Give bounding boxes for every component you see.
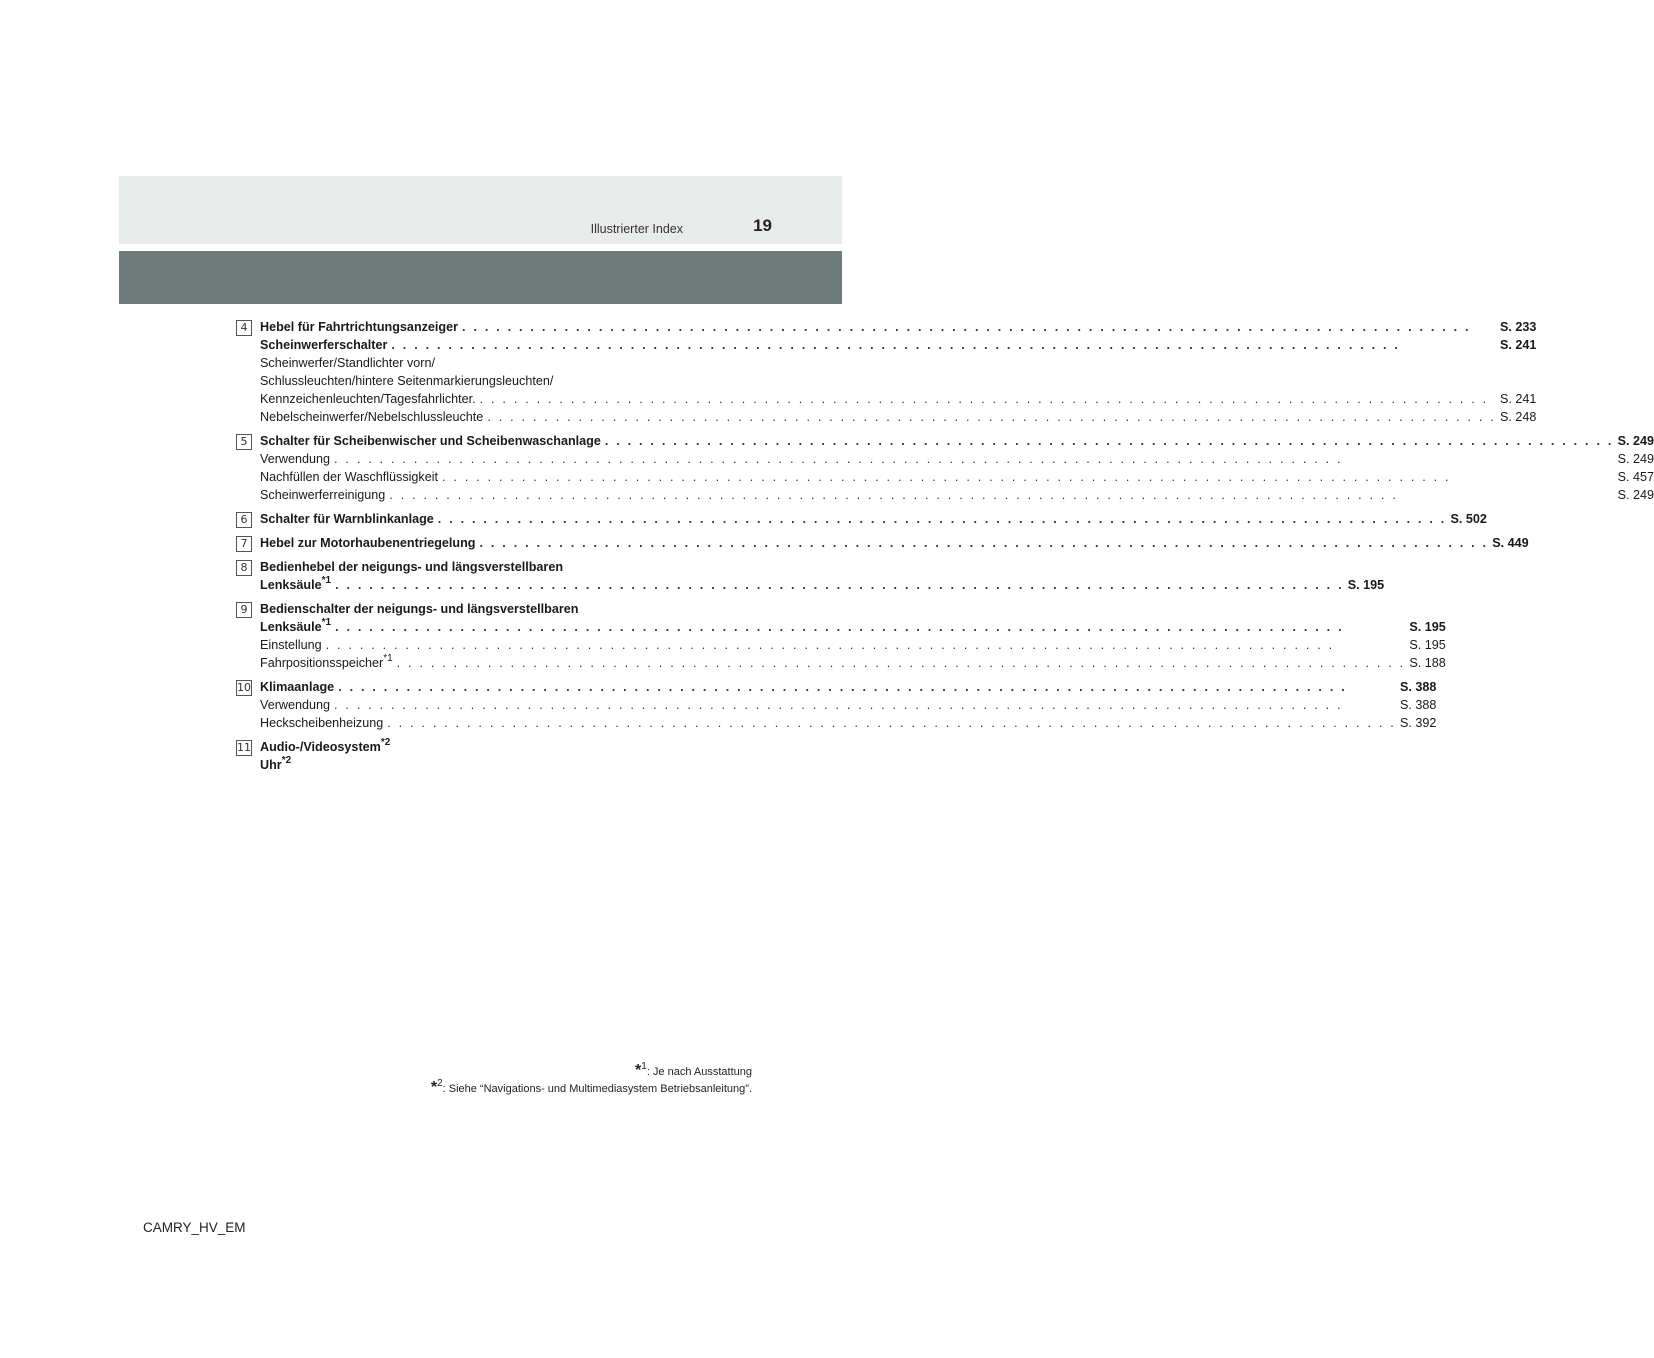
section-number-badge: 7 — [236, 536, 252, 552]
page-reference: S. 241 — [1500, 338, 1537, 352]
entry-text: Schalter für Scheibenwischer und Scheibenwaschanlage — [260, 434, 601, 448]
entry-label — [260, 336, 387, 354]
entry-text: Scheinwerferschalter — [260, 338, 388, 352]
entry-text: Scheinwerfer/Standlichter vorn/ — [260, 356, 435, 370]
section-body — [260, 558, 1384, 594]
footnote-number: 1 — [641, 1061, 647, 1073]
entry-label — [260, 432, 601, 450]
section-body — [260, 738, 726, 774]
section-number-badge: 11 — [237, 741, 251, 754]
dot-leader — [387, 714, 1396, 732]
dot-leader — [391, 336, 1496, 354]
footnote-marker: *2 — [380, 736, 391, 748]
section-number-badge: 10 — [237, 681, 251, 694]
section-body — [260, 318, 1536, 426]
section-body — [260, 510, 1487, 528]
entry-text: Einstellung — [260, 638, 322, 652]
entry-text: Heckscheibenheizung — [260, 716, 384, 730]
index-entry — [260, 318, 1536, 336]
footnote — [431, 1080, 752, 1097]
page-reference: S. 457 — [1617, 470, 1654, 484]
entry-text: Fahrpositionsspeicher — [260, 656, 384, 670]
page-reference: S. 195 — [1409, 620, 1446, 634]
entry-text: Hebel für Fahrtrichtungsanzeiger — [260, 320, 459, 334]
entry-label — [260, 618, 331, 636]
index-entry — [260, 714, 1436, 732]
index-list — [236, 318, 1654, 780]
index-entry — [260, 738, 726, 756]
entry-text: Audio-/Videosystem — [260, 740, 381, 754]
section-body — [260, 432, 1654, 504]
footnote-star: * — [430, 1079, 438, 1096]
dot-leader — [480, 390, 1496, 408]
dot-leader — [438, 510, 1447, 528]
index-entry — [260, 618, 1446, 636]
entry-text: Nebelscheinwerfer/Nebelschlussleuchte — [260, 410, 484, 424]
page-reference: S. 248 — [1500, 410, 1537, 424]
index-entry — [260, 510, 1487, 528]
entry-text: Lenksäule — [260, 620, 322, 634]
entry-label — [260, 374, 553, 388]
page-reference: S. 188 — [1409, 656, 1446, 670]
index-entry — [260, 756, 726, 774]
index-entry — [260, 408, 1536, 426]
dot-leader — [326, 636, 1406, 654]
entry-text: Schlussleuchten/hintere Seitenmarkierungsleuchten/ — [260, 374, 554, 388]
index-entry — [260, 486, 1654, 504]
index-section — [236, 678, 1437, 732]
entry-text: Nachfüllen der Waschflüssigkeit — [260, 470, 439, 484]
entry-text: Bedienhebel der neigungs- und längsverstellbaren — [260, 560, 564, 574]
footnote-marker: *2 — [281, 754, 292, 766]
entry-label — [260, 486, 385, 504]
footnote-marker: *1 — [383, 652, 393, 664]
entry-label — [260, 678, 334, 696]
footnote-text: : Siehe “Navigations- und Multimediasystem Betriebsanleitung”. — [442, 1083, 752, 1095]
index-section — [236, 318, 1537, 426]
page-reference: S. 502 — [1450, 512, 1487, 526]
entry-label — [260, 696, 330, 714]
section-number-badge: 5 — [236, 434, 252, 450]
index-entry — [260, 678, 1436, 696]
entry-text: Lenksäule — [260, 578, 322, 592]
index-entry — [260, 354, 1536, 372]
footnotes — [431, 1063, 752, 1097]
section-number-badge: 9 — [236, 602, 252, 618]
index-entry — [260, 336, 1536, 354]
entry-text: Klimaanlage — [260, 680, 335, 694]
footer-code: CAMRY_HV_EM — [143, 1220, 246, 1235]
entry-text: Bedienschalter der neigungs- und längsverstellbaren — [260, 602, 579, 616]
entry-label — [260, 408, 483, 426]
index-entry — [260, 558, 1384, 576]
header-title: Illustrierter Index — [590, 222, 683, 236]
entry-label — [260, 636, 322, 654]
index-section — [236, 600, 1446, 672]
page-reference: S. 249 — [1617, 434, 1654, 448]
section-number-badge: 4 — [236, 320, 252, 336]
entry-text: Verwendung — [260, 698, 331, 712]
entry-text: Schalter für Warnblinkanlage — [260, 512, 434, 526]
index-section — [236, 510, 1487, 528]
entry-label — [260, 714, 383, 732]
section-number-badge: 8 — [236, 560, 252, 576]
index-entry — [260, 390, 1536, 408]
index-entry — [260, 576, 1384, 594]
page-reference: S. 388 — [1399, 698, 1437, 712]
dot-leader — [335, 576, 1344, 594]
dot-leader — [480, 534, 1489, 552]
footnote-star: * — [635, 1062, 642, 1079]
dot-leader — [335, 618, 1405, 636]
index-section — [236, 738, 726, 774]
page-reference: S. 249 — [1617, 488, 1654, 502]
page-reference: S. 241 — [1500, 392, 1537, 406]
header-bar — [119, 251, 842, 304]
page-reference: S. 195 — [1347, 578, 1385, 592]
dot-leader — [334, 696, 1396, 714]
section-number-badge: 6 — [236, 512, 252, 528]
section-body — [260, 678, 1436, 732]
entry-text: Uhr — [260, 758, 282, 772]
section-body — [260, 534, 1529, 552]
footnote — [431, 1063, 752, 1080]
page-reference: S. 449 — [1492, 536, 1529, 550]
page-reference: S. 195 — [1409, 638, 1446, 652]
footnote-number: 2 — [437, 1078, 443, 1090]
index-section — [236, 432, 1654, 504]
entry-label — [260, 318, 458, 336]
entry-label — [260, 450, 330, 468]
entry-label — [260, 390, 476, 408]
index-entry — [260, 450, 1654, 468]
index-entry — [260, 534, 1529, 552]
dot-leader — [462, 318, 1496, 336]
index-section — [236, 558, 1385, 594]
entry-label — [260, 576, 331, 594]
entry-text: Scheinwerferreinigung — [260, 488, 386, 502]
page-reference: S. 392 — [1399, 716, 1437, 730]
dot-leader — [605, 432, 1614, 450]
page-reference: S. 388 — [1399, 680, 1437, 694]
entry-text: Kennzeichenleuchten/Tagesfahrlichter. — [260, 392, 476, 406]
dot-leader — [334, 450, 1614, 468]
index-section — [236, 534, 1529, 552]
index-entry — [260, 654, 1446, 672]
index-entry — [260, 468, 1654, 486]
dot-leader — [389, 486, 1613, 504]
entry-label — [260, 602, 578, 616]
entry-label — [260, 736, 391, 754]
page-number: 19 — [753, 216, 772, 235]
entry-label — [260, 468, 438, 486]
entry-label — [260, 534, 476, 552]
index-entry — [260, 636, 1446, 654]
footnote-marker: *1 — [321, 574, 332, 586]
entry-label — [260, 754, 292, 772]
page-reference: S. 249 — [1617, 452, 1654, 466]
entry-label — [260, 356, 435, 370]
page-reference: S. 233 — [1500, 320, 1537, 334]
section-body — [260, 600, 1446, 672]
dot-leader — [397, 654, 1406, 672]
entry-label — [260, 560, 563, 574]
index-entry — [260, 372, 1536, 390]
index-entry — [260, 696, 1436, 714]
dot-leader — [338, 678, 1396, 696]
entry-text: Verwendung — [260, 452, 331, 466]
dot-leader — [487, 408, 1496, 426]
entry-text: Hebel zur Motorhaubenentriegelung — [260, 536, 476, 550]
dot-leader — [442, 468, 1614, 486]
index-entry — [260, 432, 1654, 450]
index-entry — [260, 600, 1446, 618]
footnote-text: : Je nach Ausstattung — [646, 1066, 752, 1078]
footnote-marker: *1 — [321, 616, 332, 628]
entry-label — [260, 654, 393, 672]
entry-label — [260, 510, 434, 528]
header-band — [119, 176, 842, 244]
